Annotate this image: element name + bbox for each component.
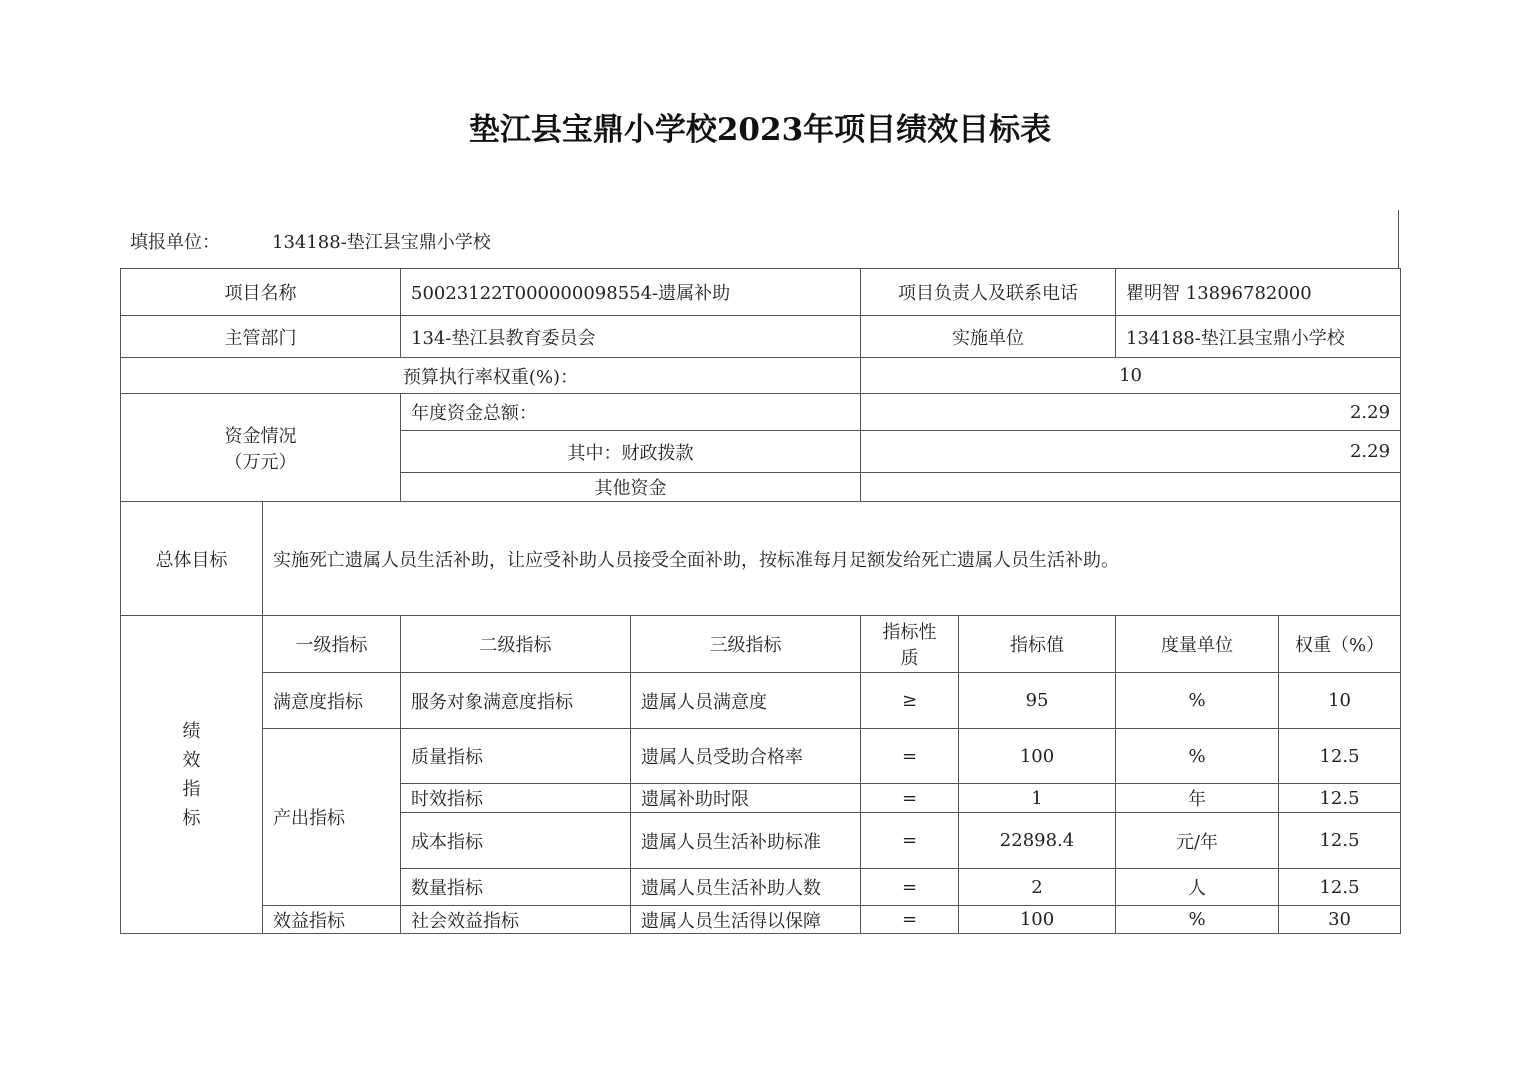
form-frame-line	[1398, 210, 1399, 269]
row-value: 95	[959, 673, 1116, 729]
row-value: 22898.4	[959, 813, 1116, 869]
funds-label	[121, 394, 401, 502]
funds-label-line1: 资金情况	[224, 425, 297, 447]
row-weight: 12.5	[1279, 784, 1401, 813]
funds-total-value: 2.29	[861, 394, 1401, 431]
row-level3: 遗属人员生活补助人数	[631, 869, 861, 906]
row-unit: %	[1116, 673, 1279, 729]
row-nature: =	[861, 906, 959, 934]
row-level3: 遗属人员生活得以保障	[631, 906, 861, 934]
dept-label: 主管部门	[121, 316, 401, 358]
indicator-section-char: 标	[182, 807, 201, 829]
row-level3: 遗属补助时限	[631, 784, 861, 813]
header-weight: 权重（%）	[1279, 616, 1401, 673]
row-level3: 遗属人员生活补助标准	[631, 813, 861, 869]
row-unit: 元/年	[1116, 813, 1279, 869]
performance-target-table-body	[120, 268, 1401, 934]
row-value: 1	[959, 784, 1116, 813]
row-level1: 效益指标	[263, 906, 401, 934]
budget-weight-row	[121, 358, 1401, 394]
row-weight: 30	[1279, 906, 1401, 934]
funds-fiscal-value: 2.29	[861, 431, 1401, 473]
row-value: 2	[959, 869, 1116, 906]
header-nature-line1: 指标性	[882, 622, 937, 643]
contact-label: 项目负责人及联系电话	[861, 269, 1116, 316]
row-level1: 产出指标	[263, 729, 401, 906]
contact-value: 瞿明智 13896782000	[1116, 269, 1401, 316]
row-unit: 人	[1116, 869, 1279, 906]
indicator-section-label	[121, 616, 263, 934]
indicator-row	[121, 729, 1401, 784]
row-nature: =	[861, 869, 959, 906]
reporting-unit	[130, 228, 491, 254]
budget-weight-value: 10	[861, 358, 1401, 394]
overall-goal-text: 实施死亡遗属人员生活补助，让应受补助人员接受全面补助，按标准每月足额发给死亡遗属人员生活补助。	[263, 502, 1401, 616]
row-weight: 12.5	[1279, 729, 1401, 784]
funds-label-line2: （万元）	[224, 451, 297, 473]
row-weight: 10	[1279, 673, 1401, 729]
header-value: 指标值	[959, 616, 1116, 673]
funds-other-label: 其他资金	[401, 473, 861, 502]
dept-value: 134-垫江县教育委员会	[401, 316, 861, 358]
header-unit: 度量单位	[1116, 616, 1279, 673]
row-level3: 遗属人员满意度	[631, 673, 861, 729]
funds-fiscal-label: 其中：财政拨款	[401, 431, 861, 473]
department-row	[121, 316, 1401, 358]
row-nature: ≥	[861, 673, 959, 729]
row-unit: 年	[1116, 784, 1279, 813]
row-level2: 数量指标	[401, 869, 631, 906]
overall-goal-label: 总体目标	[121, 502, 263, 616]
row-level2: 时效指标	[401, 784, 631, 813]
row-value: 100	[959, 729, 1116, 784]
page-title: 垫江县宝鼎小学校2023年项目绩效目标表	[468, 112, 1052, 148]
row-unit: %	[1116, 906, 1279, 934]
row-nature: =	[861, 729, 959, 784]
row-unit: %	[1116, 729, 1279, 784]
indicator-section-char: 指	[182, 778, 201, 800]
reporting-unit-label: 填报单位：	[130, 232, 220, 253]
project-name-label: 项目名称	[121, 269, 401, 316]
indicator-section-char: 效	[182, 749, 201, 771]
funds-total-label: 年度资金总额：	[401, 394, 861, 431]
overall-goal-row	[121, 502, 1401, 616]
row-level2: 质量指标	[401, 729, 631, 784]
header-level2: 二级指标	[401, 616, 631, 673]
indicator-row	[121, 673, 1401, 729]
row-level2: 服务对象满意度指标	[401, 673, 631, 729]
row-weight: 12.5	[1279, 813, 1401, 869]
row-level2: 成本指标	[401, 813, 631, 869]
header-level3: 三级指标	[631, 616, 861, 673]
impl-label: 实施单位	[861, 316, 1116, 358]
funds-other-value	[861, 473, 1401, 502]
impl-value: 134188-垫江县宝鼎小学校	[1116, 316, 1401, 358]
indicator-row	[121, 906, 1401, 934]
budget-weight-label: 预算执行率权重(%)：	[121, 358, 861, 394]
project-name-value: 50023122T000000098554-遗属补助	[401, 269, 861, 316]
reporting-unit-value: 134188-垫江县宝鼎小学校	[272, 232, 491, 253]
header-level1: 一级指标	[263, 616, 401, 673]
header-nature-line2: 质	[900, 648, 919, 669]
project-name-row	[121, 269, 1401, 316]
row-nature: =	[861, 813, 959, 869]
header-nature	[861, 616, 959, 673]
row-level3: 遗属人员受助合格率	[631, 729, 861, 784]
indicator-section-char: 绩	[182, 720, 201, 742]
indicator-header-row	[121, 616, 1401, 673]
row-weight: 12.5	[1279, 869, 1401, 906]
row-nature: =	[861, 784, 959, 813]
row-level1: 满意度指标	[263, 673, 401, 729]
row-value: 100	[959, 906, 1116, 934]
funds-total-row	[121, 394, 1401, 431]
row-level2: 社会效益指标	[401, 906, 631, 934]
